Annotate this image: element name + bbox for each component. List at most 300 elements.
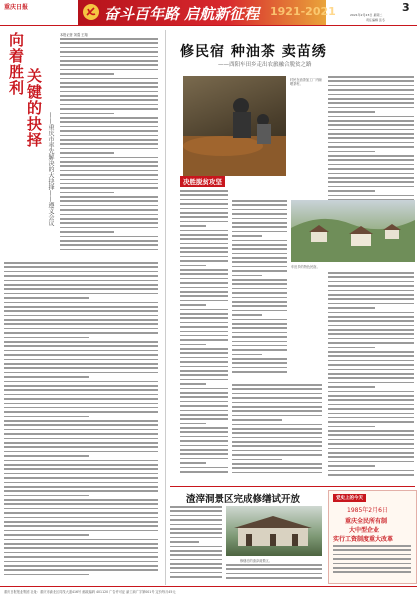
text-line-placeholder: [60, 139, 158, 141]
text-line-placeholder: [232, 200, 287, 202]
text-line-placeholder: [4, 442, 158, 444]
text-line-placeholder: [328, 413, 414, 415]
text-line-placeholder: [328, 307, 375, 309]
text-line-placeholder: [60, 187, 158, 189]
text-line-placeholder: [232, 222, 287, 224]
text-line-placeholder: [4, 275, 158, 277]
text-line-placeholder: [180, 300, 228, 302]
text-line-placeholder: [328, 94, 414, 96]
text-line-placeholder: [328, 190, 375, 192]
text-line-placeholder: [170, 510, 222, 512]
text-line-placeholder: [180, 194, 228, 196]
text-line-placeholder: [180, 453, 228, 455]
text-line-placeholder: [232, 257, 287, 259]
text-line-placeholder: [232, 253, 287, 255]
text-line-placeholder: [60, 222, 158, 224]
text-line-placeholder: [60, 82, 158, 84]
text-line-placeholder: [60, 157, 158, 159]
text-line-placeholder: [328, 377, 414, 379]
text-line-placeholder: [232, 332, 287, 334]
text-line-placeholder: [328, 168, 414, 170]
text-line-placeholder: [180, 462, 206, 464]
text-line-placeholder: [328, 316, 414, 318]
text-line-placeholder: [328, 276, 414, 278]
text-line-placeholder: [328, 142, 414, 144]
text-line-placeholder: [4, 455, 89, 457]
text-line-placeholder: [328, 186, 414, 188]
text-line-placeholder: [328, 173, 414, 175]
party-emblem-icon: [82, 3, 100, 21]
text-line-placeholder: [333, 567, 411, 569]
text-line-placeholder: [232, 323, 287, 325]
text-line-placeholder: [4, 359, 158, 361]
text-line-placeholder: [180, 344, 206, 346]
feature-body-col4: [232, 384, 322, 480]
text-line-placeholder: [328, 111, 375, 113]
text-line-placeholder: [180, 256, 228, 258]
text-line-placeholder: [232, 305, 287, 307]
text-line-placeholder: [328, 347, 375, 349]
text-line-placeholder: [180, 212, 228, 214]
text-line-placeholder: [232, 367, 287, 369]
text-line-placeholder: [328, 373, 414, 375]
text-line-placeholder: [232, 397, 322, 399]
text-line-placeholder: [333, 549, 411, 551]
text-line-placeholder: [232, 341, 287, 343]
text-line-placeholder: [60, 200, 158, 202]
text-line-placeholder: [232, 279, 287, 281]
text-line-placeholder: [60, 209, 158, 211]
text-line-placeholder: [180, 361, 228, 363]
left-byline: 本报记者 刘蓬 王翔: [60, 33, 88, 37]
text-line-placeholder: [232, 231, 287, 233]
text-line-placeholder: [328, 195, 414, 197]
text-line-placeholder: [180, 265, 206, 267]
text-line-placeholder: [180, 234, 228, 236]
text-line-placeholder: [180, 418, 228, 420]
text-line-placeholder: [4, 460, 158, 462]
text-line-placeholder: [60, 240, 158, 242]
text-line-placeholder: [4, 363, 158, 365]
text-line-placeholder: [4, 521, 158, 523]
text-line-placeholder: [60, 56, 158, 58]
text-line-placeholder: [4, 337, 89, 339]
text-line-placeholder: [180, 471, 228, 473]
text-line-placeholder: [232, 235, 262, 237]
text-line-placeholder: [232, 362, 287, 364]
text-line-placeholder: [180, 379, 228, 381]
text-line-placeholder: [328, 421, 414, 423]
text-line-placeholder: [333, 545, 411, 547]
text-line-placeholder: [328, 465, 375, 467]
text-line-placeholder: [180, 445, 228, 447]
history-tag: 党史上的今天: [333, 494, 366, 502]
text-line-placeholder: [180, 309, 228, 311]
text-line-placeholder: [232, 209, 287, 211]
bottom-body-left: [170, 506, 222, 582]
text-line-placeholder: [4, 416, 89, 418]
text-line-placeholder: [328, 298, 414, 300]
text-line-placeholder: [328, 329, 414, 331]
text-line-placeholder: [4, 328, 158, 330]
feature-photo2-caption: 车田乡的特色民宿。: [291, 265, 320, 269]
text-line-placeholder: [180, 208, 228, 210]
text-line-placeholder: [60, 165, 158, 167]
text-line-placeholder: [180, 436, 228, 438]
text-line-placeholder: [4, 433, 158, 435]
text-line-placeholder: [232, 402, 322, 404]
text-line-placeholder: [60, 214, 158, 216]
text-line-placeholder: [328, 448, 414, 450]
text-line-placeholder: [60, 179, 158, 181]
text-line-placeholder: [180, 269, 228, 271]
text-line-placeholder: [328, 456, 414, 458]
text-line-placeholder: [226, 573, 322, 575]
text-line-placeholder: [232, 388, 322, 390]
text-line-placeholder: [4, 372, 158, 374]
banner-bar: [78, 0, 336, 25]
paper-name: 重庆日报: [4, 4, 29, 11]
date-line: 2021年2月23日 星期二: [350, 13, 383, 17]
text-line-placeholder: [170, 567, 222, 569]
text-line-placeholder: [4, 499, 158, 501]
section-rule: [170, 486, 415, 487]
text-line-placeholder: [60, 236, 158, 238]
text-line-placeholder: [4, 394, 158, 396]
editor-line: 责任编辑 张冬: [366, 18, 385, 22]
history-box: [328, 490, 417, 584]
text-line-placeholder: [170, 559, 222, 561]
bottom-headline: 渣滓洞景区完成修缮试开放: [186, 494, 301, 505]
text-line-placeholder: [232, 261, 287, 263]
text-line-placeholder: [4, 556, 158, 558]
text-line-placeholder: [4, 552, 158, 554]
text-line-placeholder: [4, 297, 89, 299]
text-line-placeholder: [328, 76, 414, 78]
text-line-placeholder: [60, 60, 158, 62]
text-line-placeholder: [328, 355, 414, 357]
text-line-placeholder: [232, 349, 287, 351]
text-line-placeholder: [232, 441, 322, 443]
text-line-placeholder: [232, 270, 287, 272]
text-line-placeholder: [4, 354, 158, 356]
text-line-placeholder: [60, 69, 158, 71]
text-line-placeholder: [180, 238, 228, 240]
text-line-placeholder: [170, 572, 222, 574]
text-line-placeholder: [328, 399, 414, 401]
text-line-placeholder: [4, 569, 158, 571]
text-line-placeholder: [328, 360, 414, 362]
feature-headline: 修民宿 种油茶 卖苗绣: [180, 44, 327, 60]
text-line-placeholder: [328, 430, 414, 432]
text-line-placeholder: [180, 335, 228, 337]
text-line-placeholder: [60, 249, 158, 251]
text-line-placeholder: [328, 181, 414, 183]
text-line-placeholder: [328, 369, 414, 371]
text-line-placeholder: [328, 159, 414, 161]
text-line-placeholder: [232, 472, 322, 474]
text-line-placeholder: [180, 331, 228, 333]
banner-title: 奋斗百年路 启航新征程: [104, 5, 260, 23]
text-line-placeholder: [60, 205, 158, 207]
text-line-placeholder: [232, 319, 287, 321]
text-line-placeholder: [180, 370, 228, 372]
text-line-placeholder: [232, 345, 287, 347]
text-line-placeholder: [60, 231, 114, 233]
text-line-placeholder: [60, 73, 114, 75]
text-line-placeholder: [232, 463, 322, 465]
text-line-placeholder: [60, 174, 158, 176]
text-line-placeholder: [180, 458, 228, 460]
text-line-placeholder: [4, 438, 158, 440]
text-line-placeholder: [328, 80, 414, 82]
text-line-placeholder: [232, 288, 287, 290]
bottom-photo: [226, 506, 322, 556]
text-line-placeholder: [226, 564, 322, 566]
feature-body-left: [180, 190, 228, 480]
text-line-placeholder: [170, 546, 222, 548]
text-line-placeholder: [328, 155, 414, 157]
text-line-placeholder: [328, 426, 375, 428]
feature-badge: 决胜脱贫攻坚: [180, 176, 225, 187]
text-line-placeholder: [60, 152, 114, 154]
text-line-placeholder: [60, 183, 158, 185]
text-line-placeholder: [333, 571, 411, 573]
text-line-placeholder: [180, 221, 228, 223]
text-line-placeholder: [4, 310, 158, 312]
text-line-placeholder: [4, 508, 158, 510]
text-line-placeholder: [60, 227, 158, 229]
text-line-placeholder: [60, 135, 158, 137]
text-line-placeholder: [328, 312, 414, 314]
text-line-placeholder: [328, 391, 414, 393]
feature-photo-workers: [183, 76, 286, 176]
left-body-top: [60, 38, 158, 258]
text-line-placeholder: [60, 86, 158, 88]
text-line-placeholder: [4, 486, 158, 488]
text-line-placeholder: [60, 143, 158, 145]
text-line-placeholder: [180, 410, 228, 412]
text-line-placeholder: [232, 428, 322, 430]
text-line-placeholder: [170, 541, 199, 543]
text-line-placeholder: [4, 539, 158, 541]
text-line-placeholder: [60, 64, 158, 66]
text-line-placeholder: [4, 332, 158, 334]
text-line-placeholder: [180, 423, 206, 425]
text-line-placeholder: [180, 374, 228, 376]
bottom-body-right: [226, 564, 322, 582]
text-line-placeholder: [328, 285, 414, 287]
text-line-placeholder: [4, 302, 158, 304]
text-line-placeholder: [60, 244, 158, 246]
text-line-placeholder: [328, 333, 414, 335]
text-line-placeholder: [180, 449, 228, 451]
footer-text: 重庆日报报业集团 社址：重庆市渝北区同茂大道416号 邮政编码 401120 广告许可证 渝工商广字第001号 定价每月45元: [4, 590, 176, 594]
text-line-placeholder: [4, 565, 158, 567]
text-line-placeholder: [170, 537, 222, 539]
text-line-placeholder: [180, 326, 228, 328]
text-line-placeholder: [60, 148, 158, 150]
left-headline-1: 向着胜利: [7, 32, 25, 96]
text-line-placeholder: [226, 568, 322, 570]
text-line-placeholder: [180, 243, 228, 245]
text-line-placeholder: [4, 451, 158, 453]
text-line-placeholder: [60, 95, 158, 97]
text-line-placeholder: [232, 266, 287, 268]
text-line-placeholder: [226, 577, 322, 579]
text-line-placeholder: [180, 405, 228, 407]
text-line-placeholder: [170, 550, 222, 552]
text-line-placeholder: [4, 446, 158, 448]
text-line-placeholder: [328, 452, 414, 454]
text-line-placeholder: [4, 473, 158, 475]
text-line-placeholder: [232, 301, 287, 303]
text-line-placeholder: [4, 525, 158, 527]
text-line-placeholder: [328, 439, 414, 441]
text-line-placeholder: [180, 225, 206, 227]
text-line-placeholder: [328, 443, 414, 445]
text-line-placeholder: [232, 454, 322, 456]
text-line-placeholder: [180, 260, 228, 262]
text-line-placeholder: [4, 482, 158, 484]
text-line-placeholder: [4, 530, 158, 532]
text-line-placeholder: [4, 323, 158, 325]
text-line-placeholder: [4, 424, 158, 426]
text-line-placeholder: [328, 408, 414, 410]
text-line-placeholder: [328, 325, 414, 327]
text-line-placeholder: [328, 338, 414, 340]
text-line-placeholder: [4, 367, 158, 369]
left-subtitle: ——重庆市率先解决的大抉择——遵义会议: [47, 112, 54, 226]
text-line-placeholder: [232, 459, 282, 461]
text-line-placeholder: [60, 91, 158, 93]
text-line-placeholder: [232, 358, 287, 360]
text-line-placeholder: [180, 366, 228, 368]
text-line-placeholder: [4, 561, 158, 563]
text-line-placeholder: [4, 543, 158, 545]
text-line-placeholder: [4, 293, 158, 295]
text-line-placeholder: [60, 161, 158, 163]
text-line-placeholder: [328, 124, 414, 126]
text-line-placeholder: [180, 216, 228, 218]
text-line-placeholder: [328, 434, 414, 436]
text-line-placeholder: [232, 226, 287, 228]
text-line-placeholder: [328, 102, 414, 104]
text-line-placeholder: [170, 528, 222, 530]
text-line-placeholder: [60, 108, 158, 110]
text-line-placeholder: [4, 574, 89, 576]
feature-body-col2: [232, 200, 287, 380]
text-line-placeholder: [328, 294, 414, 296]
text-line-placeholder: [232, 410, 322, 412]
text-line-placeholder: [328, 151, 375, 153]
text-line-placeholder: [170, 532, 222, 534]
masthead-rule: [0, 25, 417, 26]
text-line-placeholder: [232, 248, 287, 250]
text-line-placeholder: [4, 398, 158, 400]
text-line-placeholder: [180, 251, 228, 253]
text-line-placeholder: [328, 120, 414, 122]
text-line-placeholder: [180, 383, 206, 385]
text-line-placeholder: [180, 273, 228, 275]
text-line-placeholder: [328, 137, 414, 139]
left-headline-2: 关键的抉择: [25, 68, 43, 148]
text-line-placeholder: [4, 284, 158, 286]
text-line-placeholder: [60, 42, 158, 44]
text-line-placeholder: [4, 517, 158, 519]
text-line-placeholder: [180, 401, 228, 403]
text-line-placeholder: [180, 199, 228, 201]
text-line-placeholder: [328, 129, 414, 131]
text-line-placeholder: [328, 89, 414, 91]
text-line-placeholder: [232, 292, 287, 294]
text-line-placeholder: [328, 98, 414, 100]
text-line-placeholder: [328, 116, 414, 118]
text-line-placeholder: [232, 467, 322, 469]
text-line-placeholder: [60, 192, 114, 194]
text-line-placeholder: [170, 515, 222, 517]
text-line-placeholder: [60, 113, 114, 115]
history-line-2: 大中型企业: [349, 527, 380, 534]
left-body-bottom: [4, 262, 158, 580]
text-line-placeholder: [4, 306, 158, 308]
text-line-placeholder: [4, 266, 158, 268]
text-line-placeholder: [232, 419, 282, 421]
text-line-placeholder: [232, 275, 262, 277]
text-line-placeholder: [232, 336, 287, 338]
text-line-placeholder: [4, 385, 158, 387]
text-line-placeholder: [232, 393, 322, 395]
text-line-placeholder: [4, 315, 158, 317]
text-line-placeholder: [328, 303, 414, 305]
text-line-placeholder: [232, 384, 322, 386]
text-line-placeholder: [4, 376, 89, 378]
text-line-placeholder: [4, 319, 158, 321]
text-line-placeholder: [4, 420, 158, 422]
feature-photo-caption: 村民在油茶加工厂内晾晒茶籽。: [290, 78, 322, 87]
text-line-placeholder: [333, 558, 411, 560]
masthead: [0, 0, 417, 25]
text-line-placeholder: [180, 287, 228, 289]
text-line-placeholder: [4, 547, 158, 549]
text-line-placeholder: [180, 357, 228, 359]
text-line-placeholder: [60, 126, 158, 128]
text-line-placeholder: [180, 392, 228, 394]
text-line-placeholder: [333, 554, 411, 556]
text-line-placeholder: [232, 424, 322, 426]
text-line-placeholder: [4, 468, 158, 470]
text-line-placeholder: [4, 280, 158, 282]
text-line-placeholder: [4, 345, 158, 347]
text-line-placeholder: [60, 104, 158, 106]
text-line-placeholder: [232, 314, 262, 316]
text-line-placeholder: [60, 218, 158, 220]
text-line-placeholder: [180, 339, 228, 341]
text-line-placeholder: [180, 467, 228, 469]
text-line-placeholder: [60, 121, 158, 123]
text-line-placeholder: [232, 297, 287, 299]
text-line-placeholder: [60, 117, 158, 119]
text-line-placeholder: [328, 320, 414, 322]
text-line-placeholder: [328, 351, 414, 353]
text-line-placeholder: [170, 519, 222, 521]
text-line-placeholder: [328, 290, 414, 292]
text-line-placeholder: [328, 404, 414, 406]
text-line-placeholder: [180, 282, 228, 284]
text-line-placeholder: [328, 395, 414, 397]
text-line-placeholder: [328, 272, 414, 274]
text-line-placeholder: [60, 38, 158, 40]
